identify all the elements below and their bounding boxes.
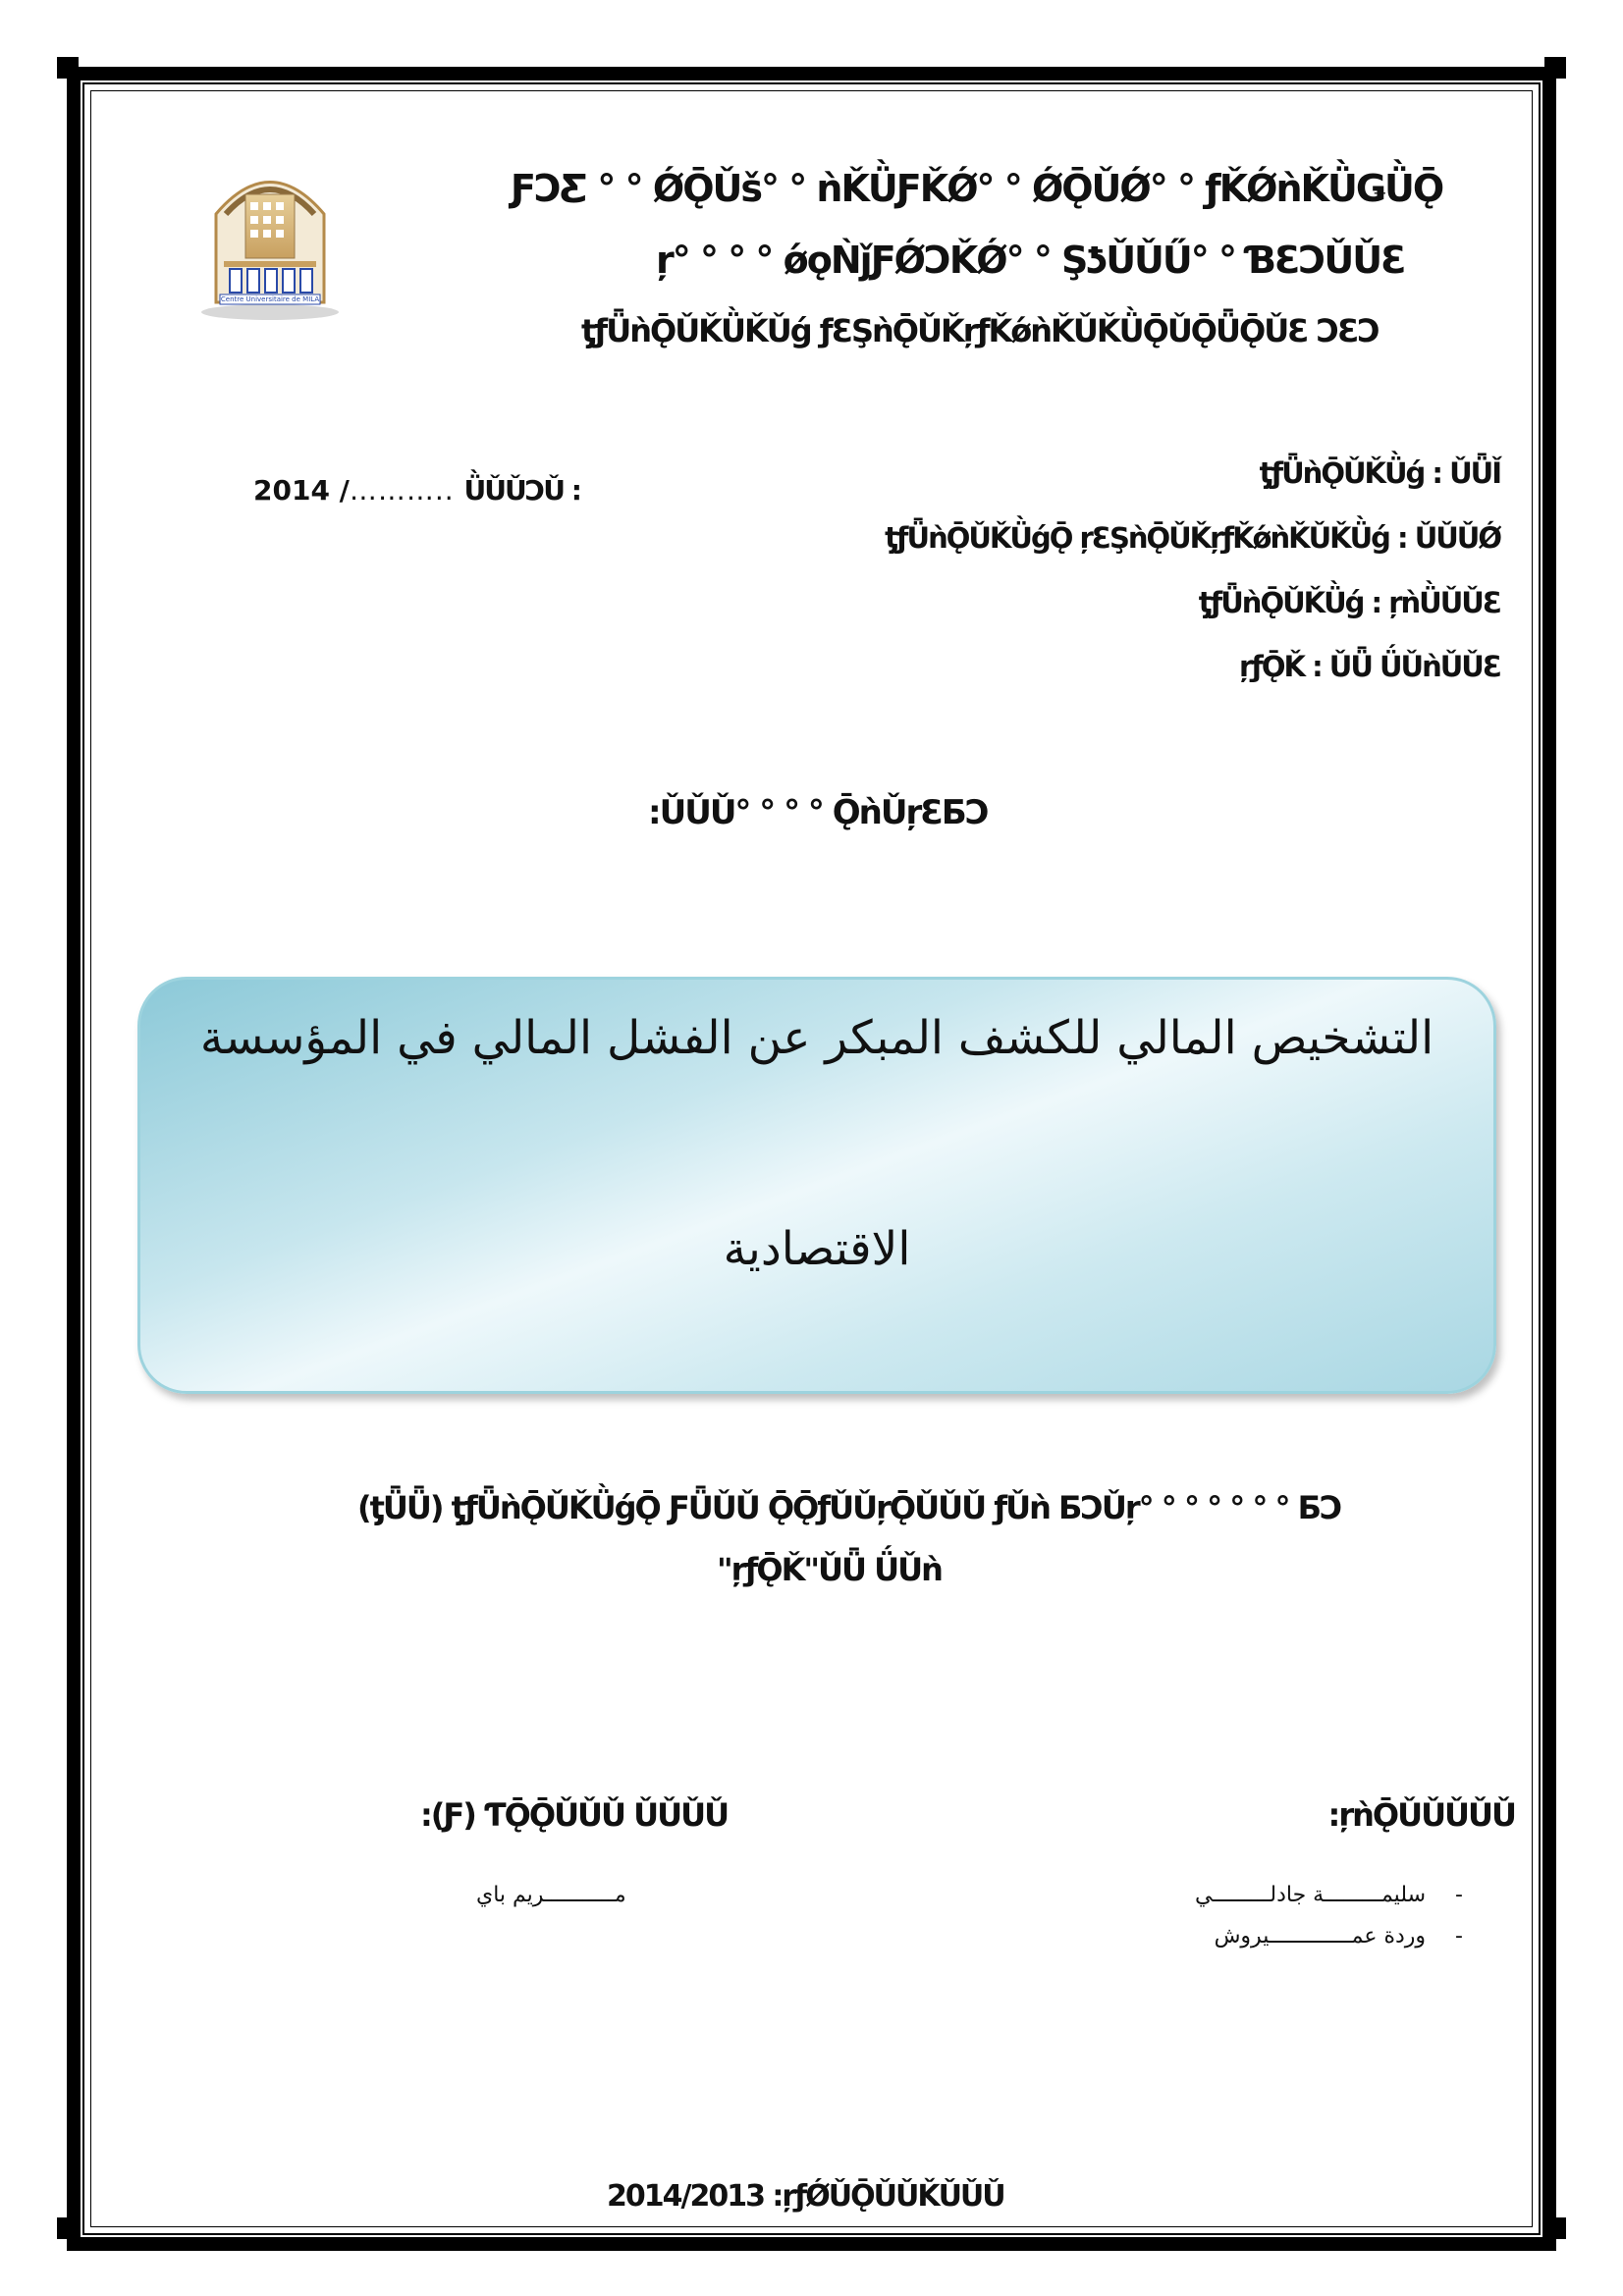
header-ministry: ƑƆƸ ° ° ǾǬǓš° ° ǹǨǛƑǨǾ° ° ǾǬǓǾ° ° ƒǨǾǹǨǛǤǛǬ [511, 167, 1443, 210]
student-dash: - [1455, 1883, 1463, 1907]
border-corner [1544, 2217, 1566, 2239]
border-corner [57, 57, 79, 79]
student-dash: - [1455, 1924, 1463, 1949]
memo-specialty: "ŗƒǬǨ"ǓǕ ǗǓǹ [717, 1551, 942, 1588]
student-name: سليمـــــــــة جادلـــــــــي [1195, 1883, 1427, 1907]
thesis-title-line-1: التشخيص المالي للكشف المبكر عن الفشل المالي في المؤسسة [199, 1011, 1434, 1065]
academic-year: 2014/2013 :ŗƒǾǓǬǓǓǨǓǓǓ [607, 2179, 1004, 2214]
student-name-1 [1195, 1883, 1463, 1907]
meta-field-1: ƫƒǕǹǬǓǨǛǵ : ǓǕǏ [1259, 456, 1500, 490]
university-logo [196, 155, 344, 322]
border-corner [57, 2217, 79, 2239]
header-institute: ƫƒǕǹǬǓǨǛǨǓǵ ƒƐŞǹǬǓǨŗƒǨǿǹǨǓǨǛǬǓǬǕǬǓƐ ƆƐƆ [581, 312, 1379, 349]
student-name-2 [1215, 1924, 1463, 1949]
border-corner [1544, 57, 1566, 79]
registration-number [253, 474, 580, 507]
header-university: ŗ° ° ° ° ǿǫǸǰƑǾƆǨǾ° ° ŞƾǓǓŰ° ° ƁƐƆǓǓƐ [656, 239, 1405, 282]
students-label: :ŗǹǬǓǓǓǓǓ [1327, 1796, 1515, 1834]
subject-label: :ǓǓǓ° ° ° ° ǬǹǓŗƐƂƆ [648, 793, 988, 832]
meta-field-4: ŗƒǬǨ : ǓǕ ǗǓǹǓǓƐ [1238, 650, 1500, 683]
student-name: وردة عمـــــــــــــيروش [1214, 1924, 1427, 1949]
thesis-title-line-2: الاقتصادية [723, 1222, 911, 1276]
registration-year: 2014 / [253, 474, 350, 507]
meta-field-2: ƫƒǕǹǬǓǨǛǵǬ ŗƐŞǹǬǓǨŗƒǨǿǹǨǓǨǛǵ : ǓǓǓǾ [885, 521, 1500, 555]
logo-caption: Centre Universitaire de MILA [220, 295, 320, 303]
memo-description: (ƫǕǕ) ƫƒǕǹǬǓǨǛǵǬ ƑǕǓǓ ǬǬƒǓǓŗǬǓǓǓ ƒǓǹ ƂƆǓŗ° ° ° ° ° ° ° ƂƆ [357, 1489, 1341, 1526]
supervisor-label: :(Ƒ) ƬǬǬǓǓǓ ǓǓǓǓ [420, 1796, 729, 1834]
registration-dots: ……….. [349, 474, 455, 507]
supervisor-name: مـــــــــــريم باي [476, 1883, 626, 1907]
registration-label: ǛǓǓƆǓ : [463, 474, 580, 507]
meta-field-3: ƫƒǕǹǬǓǨǛǵ : ŗǹǛǓǓƐ [1198, 586, 1500, 619]
